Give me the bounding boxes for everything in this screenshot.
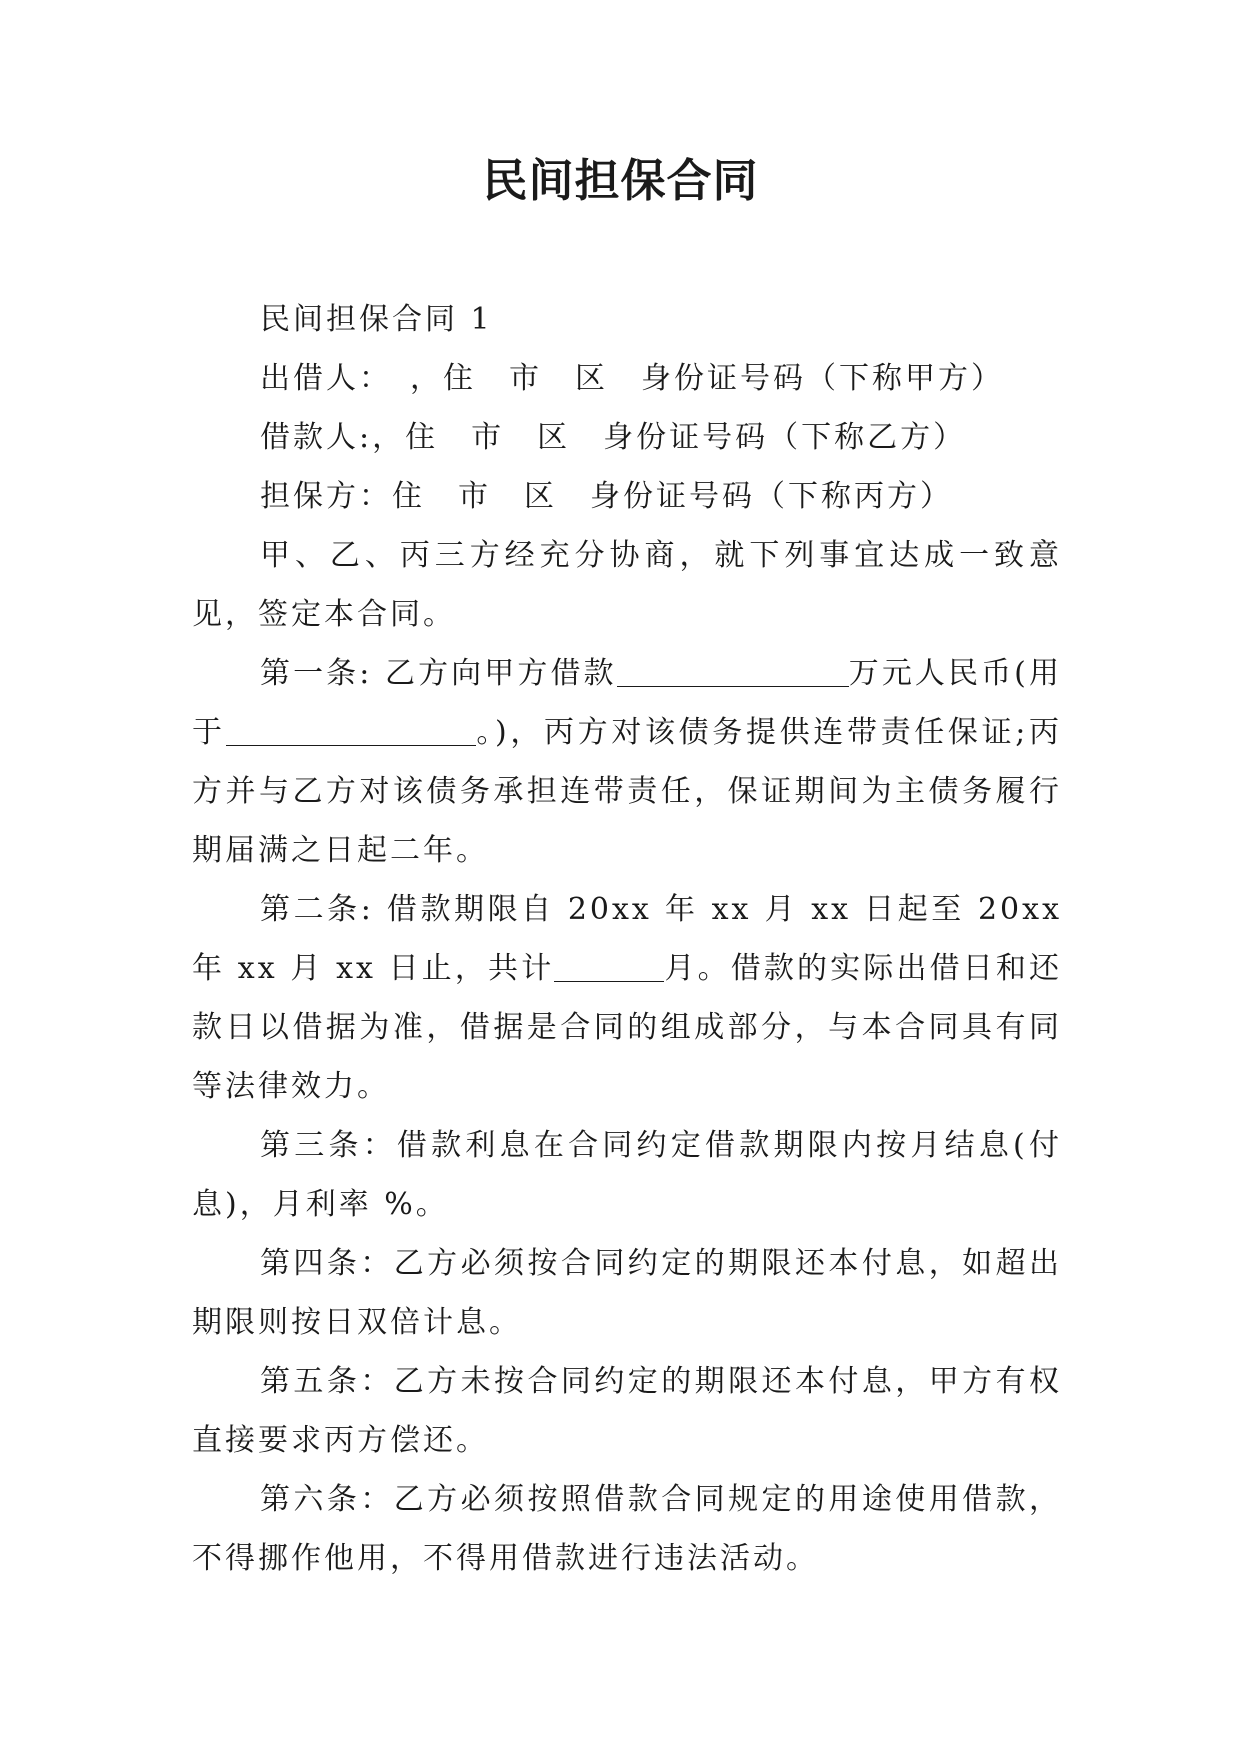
article-5: 第五条：乙方未按合同约定的期限还本付息，甲方有权直接要求丙方偿还。 bbox=[192, 1364, 1062, 1458]
article-1-text-b: 万元人民币(用于 bbox=[192, 656, 1062, 750]
article-6: 第六条：乙方必须按照借款合同规定的用途使用借款，不得挪作他用，不得用借款进行违法活动。 bbox=[192, 1482, 1062, 1576]
contract-heading: 民间担保合同 1 bbox=[260, 302, 493, 337]
lender-line: 出借人： ，住 市 区 身份证号码（下称甲方） bbox=[260, 361, 1004, 396]
borrower-line: 借款人:，住 市 区 身份证号码（下称乙方） bbox=[260, 420, 967, 455]
article-2 bbox=[192, 880, 1062, 1116]
loan-purpose-blank bbox=[226, 715, 476, 746]
loan-months-blank bbox=[554, 951, 664, 982]
document-body bbox=[192, 290, 1062, 1588]
article-1-text-c: 。)，丙方对该债务提供连带责任保证;丙方并与乙方对该债务承担连带责任，保证期间为主债务履行期届满之日起二年。 bbox=[192, 715, 1063, 868]
article-2-text-b: 月。借款的实际出借日和还款日以借据为准，借据是合同的组成部分，与本合同具有同等法律效力。 bbox=[192, 951, 1062, 1104]
guarantor-line: 担保方：住 市 区 身份证号码（下称丙方） bbox=[260, 479, 953, 514]
document-title: 民间担保合同 bbox=[482, 154, 759, 207]
article-4: 第四条：乙方必须按合同约定的期限还本付息，如超出期限则按日双倍计息。 bbox=[192, 1246, 1062, 1340]
article-1 bbox=[192, 644, 1062, 880]
article-1-text-a: 第一条: 乙方向甲方借款 bbox=[260, 656, 617, 691]
agreement-intro: 甲、乙、丙三方经充分协商，就下列事宜达成一致意见，签定本合同。 bbox=[192, 538, 1062, 632]
article-2-text-a: 第二条: 借款期限自 20xx 年 xx 月 xx 日起至 20xx 年 xx 月 xx 日止，共计 bbox=[192, 892, 1062, 986]
loan-amount-blank bbox=[617, 656, 849, 687]
article-3: 第三条：借款利息在合同约定借款期限内按月结息(付息)，月利率 %。 bbox=[192, 1128, 1062, 1222]
